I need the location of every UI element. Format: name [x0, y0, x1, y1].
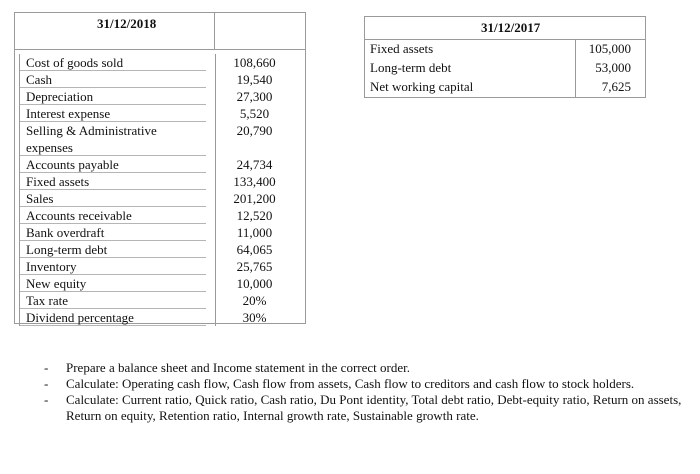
- table-row-label: Inventory: [20, 258, 206, 275]
- table-row-value-spacer: [216, 139, 305, 156]
- table-row-label: Dividend percentage: [20, 309, 206, 326]
- table-row-label: Accounts payable: [20, 156, 206, 173]
- table-row-value: 20,790: [236, 123, 273, 138]
- table-row-value: 7,625: [601, 79, 631, 94]
- table-row-value: 53,000: [595, 60, 631, 75]
- bullet-dash: -: [44, 392, 49, 407]
- table-row-label: Selling & Administrative expenses: [20, 122, 206, 156]
- task-list: [44, 360, 684, 424]
- table-2018: [14, 12, 306, 324]
- list-item: [44, 392, 684, 424]
- bullet-dash: -: [44, 376, 49, 391]
- table-row-label: Interest expense: [20, 105, 206, 122]
- table-row-value: 11,000: [236, 225, 273, 240]
- table-row-label: Long-term debt: [370, 60, 452, 75]
- table-row-label: Fixed assets: [20, 173, 206, 190]
- table-row-value: 25,765: [236, 259, 273, 274]
- list-item-text: Calculate: Operating cash flow, Cash flow from assets, Cash flow to creditors and cash flow to stock holders.: [66, 376, 635, 391]
- table-2018-header-value-cell: [215, 13, 305, 49]
- list-item-text: Calculate: Current ratio, Quick ratio, Cash ratio, Du Pont identity, Total debt ratio, Debt-equity ratio, Return on assets, Return on equity, Retention ratio, Internal growth rate, Sustainable growth rate.: [66, 392, 682, 423]
- table-row-value: 24,734: [236, 157, 273, 172]
- table-2017-header: 31/12/2017: [481, 20, 541, 35]
- table-2018-header: 31/12/2018: [97, 16, 157, 31]
- table-row-value: 201,200: [233, 191, 276, 206]
- table-row-label: Long-term debt: [20, 241, 206, 258]
- table-row-value: 19,540: [236, 72, 273, 87]
- table-2018-labels: [15, 54, 215, 326]
- table-2017-label-column: [365, 39, 576, 97]
- table-row-label: Fixed assets: [370, 41, 434, 56]
- table-2018-value-column: [215, 54, 305, 326]
- table-2017-value-column: [575, 39, 645, 97]
- table-row-label: Net working capital: [370, 79, 474, 94]
- table-row-label: New equity: [20, 275, 206, 292]
- table-row-value: 20%: [242, 293, 267, 308]
- table-row-label: Bank overdraft: [20, 224, 206, 241]
- table-row-value: 105,000: [588, 41, 631, 56]
- table-row-value: 10,000: [236, 276, 273, 291]
- list-item: [44, 360, 684, 376]
- table-row-value: 5,520: [239, 106, 270, 121]
- table-row-label: Tax rate: [20, 292, 206, 309]
- table-2018-body: [15, 49, 305, 325]
- table-2018-header-cell: [15, 13, 215, 49]
- list-item-text: Prepare a balance sheet and Income statement in the correct order.: [66, 360, 410, 375]
- table-row-label: Cost of goods sold: [20, 54, 206, 71]
- table-row-value: 108,660: [233, 55, 276, 70]
- table-row-value: 30%: [242, 310, 267, 325]
- table-row-label: Depreciation: [20, 88, 206, 105]
- table-row-label: Cash: [20, 71, 206, 88]
- table-row-label: Sales: [20, 190, 206, 207]
- table-2018-label-column: [19, 54, 215, 326]
- list-item: [44, 376, 684, 392]
- table-row-value: 64,065: [236, 242, 273, 257]
- table-row-value: 133,400: [233, 174, 276, 189]
- bullet-dash: -: [44, 360, 49, 375]
- table-row-label: Accounts receivable: [20, 207, 206, 224]
- table-2017-header-cell: [365, 17, 645, 40]
- table-row-value: 27,300: [236, 89, 273, 104]
- table-row-value: 12,520: [236, 208, 273, 223]
- table-2017: [364, 16, 646, 98]
